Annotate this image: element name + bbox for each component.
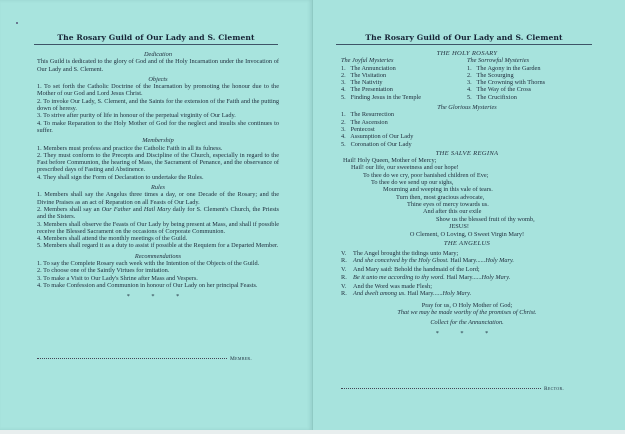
prayer-line: And after this our exile [423,208,482,216]
ornament-stars: * * * [435,330,499,338]
right-page [313,0,625,430]
mystery-item: 1. The Agony in the Garden [467,64,541,72]
objects-item: 1. To set forth the Catholic Doctrine of the Incarnation by promoting the honour due to the Mother of our God and Lord Jesus Christ. [37,83,279,98]
prayer-line: To thee do we send up our sighs, [371,179,454,187]
collect-line: Collect for the Annunciation. [430,319,504,327]
membership-item: 2. They must conform to the Precepts and Discipline of the Church, especially in regard to the Fast before Communion, the hearing of Mass, the Sacrament of Penance, and the observance of prescribed days of Fasting and Abstinence. [37,151,279,174]
versicle-line: V. The Angel brought the tidings unto Mary; [341,249,459,257]
masthead-right: The Rosary Guild of Our Lady and S. Clement [365,33,563,42]
versicle-line: V. And Mary said: Behold the handmaid of the Lord; [341,266,480,274]
prayer-line: Hail! Holy Queen, Mother of Mercy; [343,157,437,165]
prayer-line: Turn then, most gracious advocate, [396,193,485,201]
prayer-line: To thee do we cry, poor banished children of Eve; [363,171,489,179]
prayer-line: Thine eyes of mercy towards us. [407,200,489,208]
angelus-versicle [341,266,593,281]
signature-dotted-line[interactable] [341,388,541,389]
mystery-item: 1. The Annunciation [341,64,396,72]
hail-mary-text: Hail Mary [143,205,171,213]
pray-line: Pray for us, O Holy Mother of God; [421,301,513,309]
objects-item: 4. To make Reparation to the Holy Mother of God for the neglect and insults she continues to suffer. [37,119,279,134]
sorrowful-heading: The Sorrowful Mysteries [467,57,530,65]
rules-text: and [130,205,144,213]
dedication-text: This Guild is dedicated to the glory of God and of the Holy Incarnation under the Invocation of Our Lady and S. Clement. [37,58,279,73]
membership-item: 4. They shall sign the Form of Declaration to undertake the Rules. [37,173,204,181]
our-father-text: Our Father [101,205,131,213]
mystery-item: 3. The Crowning with Thorns [467,79,546,87]
mystery-item: 3. Pentecost [341,125,375,133]
response-line: R. And she conceived by the Holy Ghost. Hail Mary......Holy Mary. [341,257,515,265]
objects-item: 2. To invoke Our Lady, S. Clement, and the Saints for the extension of the Faith and the putting down of heresy. [37,97,279,113]
right-content [341,48,593,338]
recommendation-item: 4. To make Confession and Communion in honour of Our Lady on her principal Feasts. [37,281,258,289]
mystery-item: 4. Assumption of Our Lady [341,133,414,141]
punch-dot [16,22,18,24]
masthead-rule [336,44,592,45]
rules-item: 5. Members shall regard it as a duty to assist if possible at the Requiem for a Departed Member. [37,242,279,250]
recommendation-item: 2. To choose one of the Saintly Virtues for imitation. [37,267,170,275]
joyful-heading: The Joyful Mysteries [341,57,394,65]
response-line: R. And dwelt among us. Hail Mary......Holy Mary. [341,290,472,298]
prayer-line: Mourning and weeping in this vale of tears. [383,186,493,194]
angelus-versicle [341,283,593,298]
glorious-heading: The Glorious Mysteries [437,104,497,112]
rules-item: 4. Members shall attend the monthly meetings of the Guild. [37,235,188,243]
rules-text: daily for S. Clement's Church, the Priests and the Sisters. [37,205,280,221]
mystery-item: 2. The Visitation [341,71,387,79]
dedication-heading: Dedication [144,51,172,58]
scan-bottom-edge [0,430,625,434]
rector-signature-line[interactable] [341,386,591,392]
prayer-line: O Clement, O Loving, O Sweet Virgin Mary! [409,231,525,239]
member-label: Member. [230,356,253,362]
mystery-item: 2. The Ascension [341,118,388,126]
sorrowful-mysteries [467,57,593,101]
member-signature-line[interactable] [37,356,279,362]
ornament-stars: * * * [126,293,190,301]
prayer-line: JESUS! [449,222,469,230]
prayer-line: Show us the blessed fruit of thy womb, [436,215,535,223]
angelus-heading: THE ANGELUS [443,240,491,248]
angelus-versicle [341,250,593,265]
mystery-item: 3. The Nativity [341,79,383,87]
mystery-item: 5. Coronation of Our Lady [341,140,412,148]
membership-item: 1. Members must profess and practice the Catholic Faith in all its fulness. [37,144,223,152]
mystery-item: 2. The Scourging [467,71,514,79]
mystery-item: 1. The Resurrection [341,111,395,119]
salve-regina-text [341,157,593,238]
versicle-line: V. And the Word was made Flesh; [341,282,432,290]
mystery-item: 5. The Crucifixion [467,93,517,101]
salve-regina-heading: THE SALVE REGINA [435,149,499,157]
recommendations-heading: Recommendations [134,252,182,260]
joyful-mysteries [341,57,467,101]
rules-item: 3. Members shall observe the Feasts of Our Lady by being present at Mass, and shall if possible receive the Blessed Sacrament on the occasions of Corporate Communion. [37,220,279,235]
recommendation-item: 3. To make a Visit to Our Lady's Shrine after Mass and Vespers. [37,274,198,282]
rules-item [37,206,279,221]
signature-dotted-line[interactable] [37,358,227,359]
holy-rosary-heading: THE HOLY ROSARY [436,50,498,57]
mystery-item: 4. The Way of the Cross [467,86,532,94]
objects-heading: Objects [148,75,168,83]
masthead-rule [34,44,278,45]
rector-label: Rector. [544,386,565,392]
mysteries-columns [341,57,593,101]
left-page [0,0,313,430]
recommendation-item: 1. To say the Complete Rosary each week with the Intention of the Objects of the Guild. [37,260,260,268]
prayer-line: Hail! our life, our sweetness and our hope! [351,164,459,172]
masthead-left: The Rosary Guild of Our Lady and S. Clement [57,33,255,42]
left-content [37,48,279,301]
rules-text: 2. Members shall say an [37,205,102,213]
mystery-item: 5. Finding Jesus in the Temple [341,93,422,101]
glorious-mysteries [341,111,451,147]
that-line: That we may be made worthy of the promises of Christ. [397,308,537,316]
mystery-item: 4. The Presentation [341,86,393,94]
rules-heading: Rules [151,184,165,192]
rules-item: 1. Members shall say the Angelus three times a day, or one Decade of the Rosary; and the Divine Praises as an act of Reparation on all Feasts of Our Lady. [37,191,279,206]
membership-heading: Membership [142,137,174,145]
objects-item: 3. To strive after purity of life in honour of the perpetual virginity of Our Lady. [37,112,236,120]
response-line: R. Be it unto me according to thy word. Hail Mary......Holy Mary. [341,273,511,281]
